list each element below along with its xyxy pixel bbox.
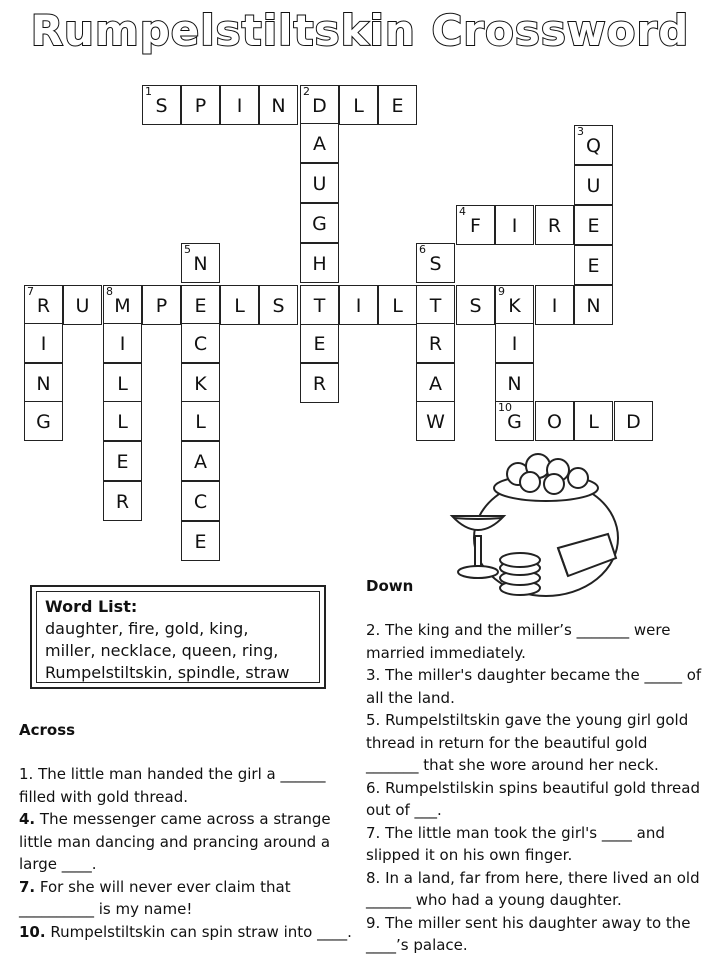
grid-cell[interactable] bbox=[495, 285, 534, 325]
clue-number-label: 2 bbox=[303, 85, 310, 98]
grid-letter: U bbox=[75, 295, 90, 317]
clue-line: filled with gold thread. bbox=[19, 787, 188, 806]
grid-letter: I bbox=[511, 215, 518, 237]
clue-line bbox=[19, 876, 364, 899]
grid-letter: T bbox=[313, 295, 326, 317]
grid-cell[interactable] bbox=[614, 401, 653, 441]
grid-cell[interactable] bbox=[300, 323, 339, 363]
grid-cell[interactable] bbox=[24, 363, 63, 403]
grid-letter: W bbox=[426, 411, 445, 433]
grid-letter: L bbox=[234, 295, 245, 317]
grid-cell[interactable] bbox=[535, 285, 574, 325]
grid-letter: A bbox=[313, 133, 326, 155]
clue-line: 6. Rumpelstilskin spins beautiful gold thread bbox=[366, 778, 700, 797]
grid-letter: D bbox=[312, 95, 327, 117]
grid-letter: L bbox=[353, 95, 364, 117]
clue-line: married immediately. bbox=[366, 643, 526, 662]
grid-cell[interactable] bbox=[103, 441, 142, 481]
grid-cell[interactable] bbox=[339, 85, 378, 125]
word-list-box bbox=[30, 585, 326, 689]
clue-number-label: 4 bbox=[459, 205, 466, 218]
clue-text: The messenger came across a strange bbox=[35, 810, 331, 828]
grid-letter: G bbox=[312, 213, 327, 235]
grid-letter: T bbox=[429, 295, 442, 317]
clue-line: all the land. bbox=[366, 688, 455, 707]
pot-of-gold-image bbox=[438, 448, 624, 604]
clue-text: Rumpelstiltskin can spin straw into ____. bbox=[45, 922, 352, 941]
grid-cell[interactable] bbox=[495, 205, 534, 245]
down-heading: Down bbox=[366, 577, 414, 595]
clue-line: out of ___. bbox=[366, 801, 442, 819]
clue-number-label: 7 bbox=[27, 285, 34, 298]
grid-letter: E bbox=[194, 531, 207, 553]
grid-cell[interactable] bbox=[574, 165, 613, 205]
grid-letter: U bbox=[312, 173, 327, 195]
clue-line: __________ is my name! bbox=[19, 900, 193, 918]
grid-letter: L bbox=[195, 411, 206, 433]
grid-cell[interactable] bbox=[495, 323, 534, 363]
clue-number-label: 3 bbox=[577, 125, 584, 138]
grid-letter: R bbox=[115, 491, 130, 513]
grid-letter: I bbox=[236, 95, 243, 117]
grid-letter: N bbox=[193, 253, 208, 275]
grid-cell[interactable] bbox=[220, 285, 259, 325]
grid-cell[interactable] bbox=[103, 401, 142, 441]
grid-letter: O bbox=[547, 411, 562, 433]
grid-cell[interactable] bbox=[142, 285, 181, 325]
grid-cell[interactable] bbox=[181, 521, 220, 561]
grid-cell[interactable] bbox=[535, 401, 574, 441]
clue-line: little man dancing and prancing around a bbox=[19, 832, 331, 851]
grid-cell[interactable] bbox=[181, 363, 220, 403]
grid-letter: E bbox=[587, 255, 600, 277]
clue-number-label: 6 bbox=[419, 243, 426, 256]
grid-letter: A bbox=[429, 373, 442, 395]
clue-line: 7. The little man took the girl's ____ and bbox=[366, 823, 665, 842]
grid-cell[interactable] bbox=[378, 285, 417, 325]
grid-letter: K bbox=[194, 373, 207, 395]
grid-letter: R bbox=[36, 295, 51, 317]
grid-letter: K bbox=[508, 295, 521, 317]
clue-line bbox=[19, 808, 364, 831]
grid-letter: S bbox=[469, 295, 482, 317]
grid-cell[interactable] bbox=[574, 285, 613, 325]
grid-letter: H bbox=[312, 253, 327, 275]
clue-line: 5. Rumpelstiltskin gave the young girl gold bbox=[366, 711, 689, 729]
grid-cell[interactable] bbox=[220, 85, 259, 125]
grid-letter: L bbox=[117, 373, 128, 395]
clue-number-label: 5 bbox=[184, 243, 191, 256]
down-clues bbox=[366, 619, 716, 957]
clue-line: ____’s palace. bbox=[366, 936, 468, 954]
grid-letter: L bbox=[392, 295, 403, 317]
grid-cell[interactable] bbox=[300, 243, 339, 283]
clue-number-label: 1 bbox=[145, 85, 152, 98]
clue-line: 8. In a land, far from here, there lived an old bbox=[366, 868, 700, 887]
grid-cell[interactable] bbox=[495, 363, 534, 403]
clue-number: 10. bbox=[19, 922, 46, 941]
grid-letter: E bbox=[194, 295, 207, 317]
grid-letter: C bbox=[193, 491, 208, 513]
grid-cell[interactable] bbox=[416, 363, 455, 403]
grid-letter: E bbox=[313, 333, 326, 355]
grid-cell[interactable] bbox=[300, 85, 339, 125]
clue-number-label: 8 bbox=[106, 285, 113, 298]
grid-cell[interactable] bbox=[339, 285, 378, 325]
across-heading: Across bbox=[19, 721, 76, 739]
grid-cell[interactable] bbox=[574, 401, 613, 441]
grid-cell[interactable] bbox=[300, 123, 339, 163]
clue-line: slipped it on his own finger. bbox=[366, 846, 573, 864]
grid-cell[interactable] bbox=[416, 401, 455, 441]
grid-letter: S bbox=[155, 95, 168, 117]
grid-letter: S bbox=[429, 253, 442, 275]
across-clues bbox=[19, 763, 364, 943]
grid-letter: N bbox=[36, 373, 51, 395]
grid-letter: I bbox=[119, 333, 126, 355]
clue-number-label: 10 bbox=[498, 401, 512, 414]
word-list-line: Rumpelstiltskin, spindle, straw bbox=[45, 663, 290, 682]
grid-cell[interactable] bbox=[181, 401, 220, 441]
word-list-title: Word List: bbox=[45, 597, 138, 616]
grid-letter: R bbox=[428, 333, 443, 355]
grid-cell[interactable] bbox=[24, 401, 63, 441]
grid-letter: I bbox=[355, 295, 362, 317]
grid-cell[interactable] bbox=[456, 205, 495, 245]
grid-cell[interactable] bbox=[103, 323, 142, 363]
clue-line: ______ who had a young daughter. bbox=[366, 891, 622, 909]
grid-letter: R bbox=[547, 215, 562, 237]
clue-line: 9. The miller sent his daughter away to the bbox=[366, 913, 691, 932]
grid-cell[interactable] bbox=[574, 205, 613, 245]
grid-cell[interactable] bbox=[416, 285, 455, 325]
grid-cell[interactable] bbox=[574, 245, 613, 285]
grid-letter: E bbox=[587, 215, 600, 237]
word-list-line: daughter, fire, gold, king, bbox=[45, 619, 249, 638]
grid-cell[interactable] bbox=[300, 203, 339, 243]
clue-number: 7. bbox=[19, 877, 36, 896]
grid-cell[interactable] bbox=[300, 285, 339, 325]
grid-letter: D bbox=[626, 411, 641, 433]
grid-letter: F bbox=[470, 215, 481, 237]
grid-cell[interactable] bbox=[259, 285, 298, 325]
clue-number: 4. bbox=[19, 810, 36, 828]
clue-number-label: 9 bbox=[498, 285, 505, 298]
grid-cell[interactable] bbox=[63, 285, 102, 325]
grid-letter: P bbox=[155, 295, 168, 317]
grid-letter: C bbox=[193, 333, 208, 355]
grid-cell[interactable] bbox=[181, 285, 220, 325]
grid-letter: N bbox=[586, 295, 601, 317]
grid-cell[interactable] bbox=[103, 285, 142, 325]
grid-letter: N bbox=[507, 373, 522, 395]
clue-line: 2. The king and the miller’s _______ were bbox=[366, 621, 671, 639]
grid-cell[interactable] bbox=[181, 85, 220, 125]
grid-letter: M bbox=[114, 295, 131, 317]
grid-letter: I bbox=[40, 333, 47, 355]
grid-cell[interactable] bbox=[535, 205, 574, 245]
clue-text: For she will never ever claim that bbox=[35, 877, 291, 896]
clue-line: large ____. bbox=[19, 855, 97, 873]
clue-line: 3. The miller's daughter became the _____ of bbox=[366, 666, 702, 684]
grid-letter: N bbox=[271, 95, 286, 117]
grid-letter: Q bbox=[586, 135, 601, 157]
clue-line: thread in return for the beautiful gold bbox=[366, 733, 648, 752]
word-list-line: miller, necklace, queen, ring, bbox=[45, 641, 279, 660]
grid-letter: U bbox=[586, 175, 601, 197]
grid-cell[interactable] bbox=[103, 481, 142, 521]
grid-cell[interactable] bbox=[456, 285, 495, 325]
grid-cell[interactable] bbox=[378, 85, 417, 125]
grid-letter: G bbox=[36, 411, 51, 433]
clue-line: _______ that she wore around her neck. bbox=[366, 756, 659, 774]
grid-cell[interactable] bbox=[181, 243, 220, 283]
grid-cell[interactable] bbox=[24, 323, 63, 363]
grid-letter: R bbox=[312, 373, 327, 395]
grid-letter: L bbox=[117, 411, 128, 433]
grid-cell[interactable] bbox=[495, 401, 534, 441]
grid-cell[interactable] bbox=[181, 441, 220, 481]
grid-cell[interactable] bbox=[142, 85, 181, 125]
grid-letter: L bbox=[588, 411, 599, 433]
grid-cell[interactable] bbox=[416, 243, 455, 283]
grid-letter: I bbox=[551, 295, 558, 317]
grid-letter: A bbox=[194, 451, 207, 473]
grid-cell[interactable] bbox=[259, 85, 298, 125]
clue-line bbox=[19, 921, 364, 944]
grid-cell[interactable] bbox=[24, 285, 63, 325]
grid-cell[interactable] bbox=[181, 481, 220, 521]
grid-cell[interactable] bbox=[416, 323, 455, 363]
grid-letter: E bbox=[391, 95, 404, 117]
grid-letter: S bbox=[272, 295, 285, 317]
clue-line: 1. The little man handed the girl a ______ bbox=[19, 765, 326, 783]
grid-letter: P bbox=[194, 95, 207, 117]
grid-cell[interactable] bbox=[103, 363, 142, 403]
grid-letter: I bbox=[511, 333, 518, 355]
grid-cell[interactable] bbox=[300, 363, 339, 403]
grid-cell[interactable] bbox=[300, 163, 339, 203]
page-title: Rumpelstiltskin Crossword bbox=[30, 6, 690, 55]
grid-letter: E bbox=[116, 451, 129, 473]
grid-letter: G bbox=[507, 411, 522, 433]
grid-cell[interactable] bbox=[574, 125, 613, 165]
grid-cell[interactable] bbox=[181, 323, 220, 363]
